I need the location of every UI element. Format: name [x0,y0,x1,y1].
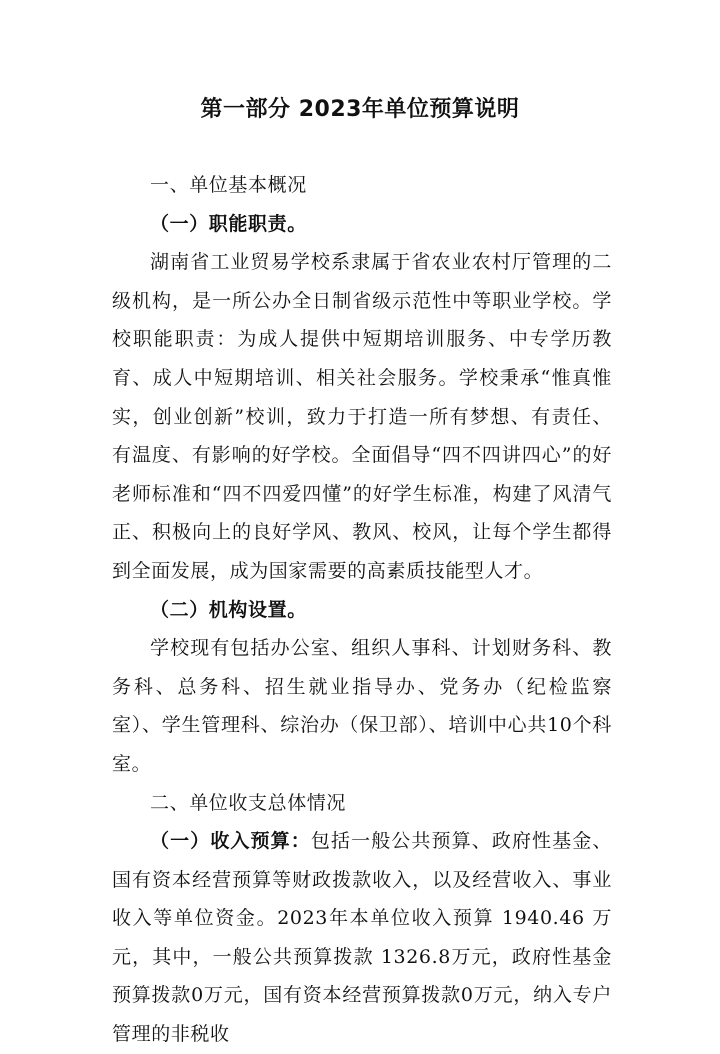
income-budget-lead: （一）收入预算： [150,830,311,853]
page-title: 第一部分 2023年单位预算说明 [200,97,520,122]
paragraph-functions: 湖南省工业贸易学校系隶属于省农业农村厅管理的二级机构，是一所公办全日制省级示范性中等职业学校。学校职能职责：为成人提供中短期培训服务、中专学历教育、成人中短期培训、相关社会服务。学校秉承“惟真惟实，创业创新”校训，致力于打造一所有梦想、有责任、有温度、有影响的好学校。全面倡导“四不四讲四心”的好老师标准和“四不四爱四懂”的好学生标准，构建了风清气正、积极向上的良好学风、教风、校风，让每个学生都得到全面发展，成为国家需要的高素质技能型人才。 [112,251,612,582]
subsection-heading-functions: （一）职能职责。 [150,212,307,235]
section-heading-1: 一、单位基本概况 [150,174,307,196]
document-body [112,166,612,1054]
paragraph-income-budget [112,822,612,1054]
section-heading-2: 二、单位收支总体情况 [150,791,347,814]
subsection-heading-organization: （二）机构设置。 [150,598,307,621]
paragraph-organization: 学校现有包括办公室、组织人事科、计划财务科、教务科、总务科、招生就业指导办、党务办（纪检监察室）、学生管理科、综治办（保卫部）、培训中心共10个科室。 [112,637,612,775]
income-budget-text: 包括一般公共预算、政府性基金、国有资本经营预算等财政拨款收入，以及经营收入、事业收入等单位资金。2023年本单位收入预算 1940.46 万元，其中，一般公共预算拨款 1326.8万元，政府性基金预算拨款0万元，国有资本经营预算拨款0万元，纳入专户管理的非税收 [112,830,612,1046]
